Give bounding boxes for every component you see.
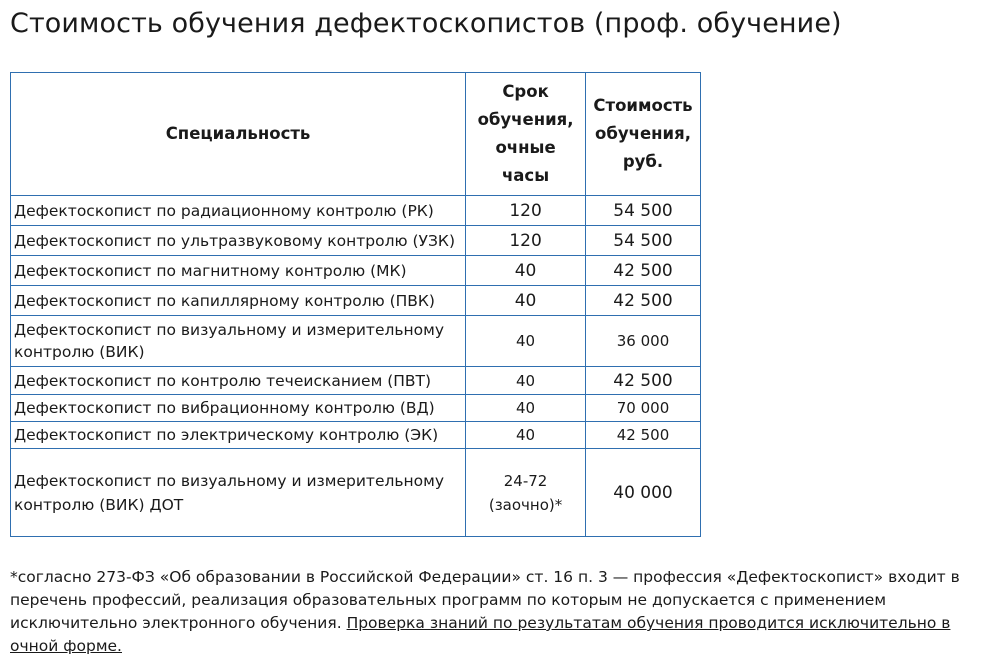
cell-specialty: Дефектоскопист по контролю течеисканием (ПВТ) xyxy=(11,367,466,395)
cell-hours-line: (заочно)* xyxy=(488,495,563,514)
cell-hours: 40 xyxy=(466,316,586,367)
header-cost-line: Стоимость xyxy=(593,96,693,115)
header-term-line: Срок xyxy=(502,82,549,101)
cell-specialty-line: Дефектоскопист по визуальному и измерительному xyxy=(14,471,445,490)
table-row xyxy=(11,316,701,367)
cell-specialty: Дефектоскопист по ультразвуковому контролю (УЗК) xyxy=(11,226,466,256)
table-row xyxy=(11,286,701,316)
table-row xyxy=(11,196,701,226)
price-table xyxy=(10,72,701,537)
header-cost-line: руб. xyxy=(622,152,664,171)
cell-price: 54 500 xyxy=(586,226,701,256)
table-row xyxy=(11,449,701,537)
cell-specialty-line: Дефектоскопист по визуальному и измерительному xyxy=(14,321,445,339)
cell-hours: 40 xyxy=(466,256,586,286)
cell-price: 42 500 xyxy=(586,422,701,449)
header-term xyxy=(466,73,586,196)
cell-price: 36 000 xyxy=(586,316,701,367)
header-term-line: обучения, xyxy=(477,110,574,129)
header-cost xyxy=(586,73,701,196)
cell-hours: 120 xyxy=(466,226,586,256)
cell-specialty: Дефектоскопист по радиационному контролю (РК) xyxy=(11,196,466,226)
cell-specialty: Дефектоскопист по магнитному контролю (МК) xyxy=(11,256,466,286)
table-row xyxy=(11,367,701,395)
cell-hours: 40 xyxy=(466,422,586,449)
cell-price: 40 000 xyxy=(586,449,701,537)
table-header-row xyxy=(11,73,701,196)
cell-specialty-line: контролю (ВИК) xyxy=(14,343,145,361)
cell-specialty xyxy=(11,449,466,537)
cell-hours: 120 xyxy=(466,196,586,226)
footnote-text: *согласно 273-ФЗ «Об образовании в Российской Федерации» ст. 16 п. 3 — профессия «Дефектоскопист» входит в перечень профессий, реализация образовательных программ по которым не допускается с применением исключительно электронного обучения. xyxy=(10,568,960,632)
cell-price: 42 500 xyxy=(586,286,701,316)
cell-specialty xyxy=(11,316,466,367)
cell-specialty: Дефектоскопист по капиллярному контролю (ПВК) xyxy=(11,286,466,316)
footnote xyxy=(10,566,980,658)
header-term-line: очные часы xyxy=(495,138,556,185)
table-row xyxy=(11,395,701,422)
cell-price: 42 500 xyxy=(586,367,701,395)
cell-specialty-line: контролю (ВИК) ДОТ xyxy=(14,495,184,514)
page-title: Стоимость обучения дефектоскопистов (проф. обучение) xyxy=(10,8,842,39)
cell-hours: 40 xyxy=(466,367,586,395)
cell-hours-line: 24-72 xyxy=(503,471,548,490)
cell-price: 54 500 xyxy=(586,196,701,226)
cell-price: 70 000 xyxy=(586,395,701,422)
cell-price: 42 500 xyxy=(586,256,701,286)
header-specialty: Специальность xyxy=(11,73,466,196)
cell-specialty: Дефектоскопист по вибрационному контролю (ВД) xyxy=(11,395,466,422)
cell-specialty: Дефектоскопист по электрическому контролю (ЭК) xyxy=(11,422,466,449)
table-row xyxy=(11,256,701,286)
table-row xyxy=(11,226,701,256)
footnote-link[interactable]: Проверка знаний по результатам обучения проводится исключительно в очной форме. xyxy=(10,614,951,655)
header-cost-line: обучения, xyxy=(595,124,691,143)
table-row xyxy=(11,422,701,449)
cell-hours: 40 xyxy=(466,286,586,316)
cell-hours: 40 xyxy=(466,395,586,422)
cell-hours xyxy=(466,449,586,537)
